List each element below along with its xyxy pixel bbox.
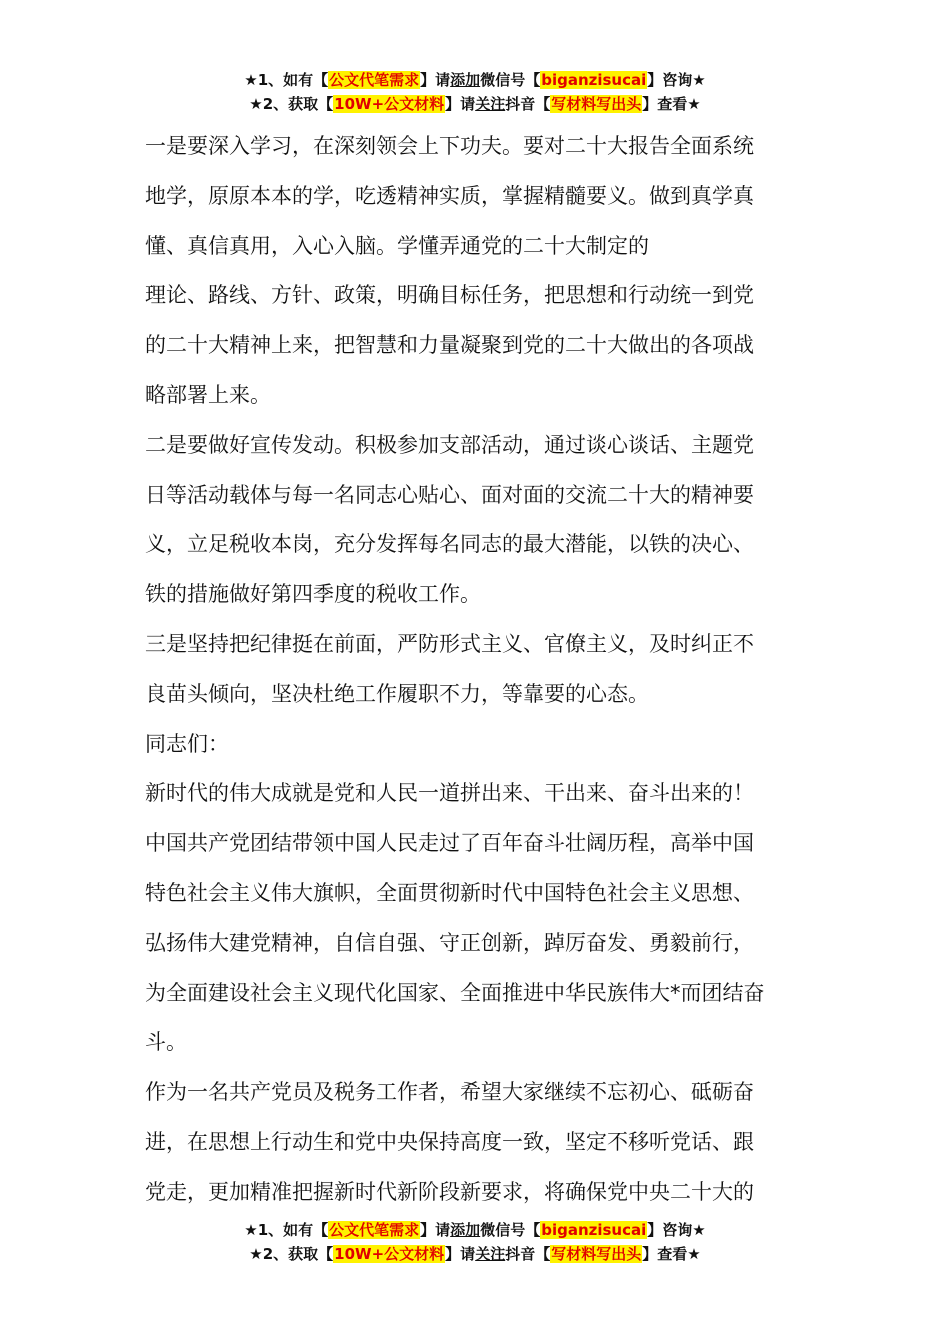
text-line: 日等活动载体与每一名同志心贴心、面对面的交流二十大的精神要 xyxy=(145,482,754,507)
highlight-service: 公文代笔需求 xyxy=(329,1221,420,1239)
banner-line-2: ★2、获取【10W+公文材料】请关注抖音【写材料写出头】查看★ xyxy=(249,95,701,113)
star-icon: ★ xyxy=(249,1245,263,1263)
highlight-materials: 10W+公文材料 xyxy=(334,95,445,113)
highlight-douyin-id: 写材料写出头 xyxy=(551,1245,642,1263)
text-line: 同志们： xyxy=(145,731,229,756)
text-line: 略部署上来。 xyxy=(145,382,271,407)
text-line: 地学，原原本本的学，吃透精神实质，掌握精髓要义。做到真学真 xyxy=(145,183,754,208)
text-line: 理论、路线、方针、政策，明确目标任务，把思想和行动统一到党 xyxy=(145,283,754,308)
highlight-materials: 10W+公文材料 xyxy=(334,1245,445,1263)
text-line: 懂、真信真用，入心入脑。学懂弄通党的二十大制定的 xyxy=(145,233,649,258)
star-icon: ★ xyxy=(692,1221,706,1239)
text-line: 二是要做好宣传发动。积极参加支部活动，通过谈心谈话、主题党 xyxy=(145,432,754,457)
highlight-wechat-id: biganzisucai xyxy=(541,71,647,89)
star-icon: ★ xyxy=(244,71,258,89)
text-line: 三是坚持把纪律挺在前面，严防形式主义、官僚主义，及时纠正不 xyxy=(145,631,754,656)
text-line: 良苗头倾向，坚决杜绝工作履职不力，等靠要的心态。 xyxy=(145,681,649,706)
text-line: 斗。 xyxy=(145,1030,187,1055)
star-icon: ★ xyxy=(249,95,263,113)
banner-line-2: ★2、获取【10W+公文材料】请关注抖音【写材料写出头】查看★ xyxy=(249,1245,701,1263)
star-icon: ★ xyxy=(244,1221,258,1239)
star-icon: ★ xyxy=(687,95,701,113)
text-line: 进，在思想上行动生和党中央保持高度一致，坚定不移听党话、跟 xyxy=(145,1129,754,1154)
text-line: 义，立足税收本岗，充分发挥每名同志的最大潜能，以铁的决心、 xyxy=(145,532,754,557)
star-icon: ★ xyxy=(692,71,706,89)
header-banner xyxy=(0,68,950,116)
text-line: 作为一名共产党员及税务工作者，希望大家继续不忘初心、砥砺奋 xyxy=(145,1080,754,1105)
banner-line-1: ★1、如有【公文代笔需求】请添加微信号【biganzisucai】咨询★ xyxy=(244,1221,706,1239)
document-body xyxy=(145,122,813,1218)
text-line: 一是要深入学习，在深刻领会上下功夫。要对二十大报告全面系统 xyxy=(145,134,754,158)
banner-line-1: ★1、如有【公文代笔需求】请添加微信号【biganzisucai】咨询★ xyxy=(244,71,706,89)
highlight-service: 公文代笔需求 xyxy=(329,71,420,89)
text-line: 中国共产党团结带领中国人民走过了百年奋斗壮阔历程，高举中国 xyxy=(145,831,754,856)
text-line: 党走，更加精准把握新时代新阶段新要求，将确保党中央二十大的 xyxy=(145,1179,754,1204)
footer-banner xyxy=(0,1218,950,1266)
text-line: 铁的措施做好第四季度的税收工作。 xyxy=(145,582,481,607)
highlight-wechat-id: biganzisucai xyxy=(541,1221,647,1239)
text-line: 特色社会主义伟大旗帜，全面贯彻新时代中国特色社会主义思想、 xyxy=(145,880,754,905)
highlight-douyin-id: 写材料写出头 xyxy=(551,95,642,113)
text-line: 为全面建设社会主义现代化国家、全面推进中华民族伟大*而团结奋 xyxy=(145,980,765,1005)
star-icon: ★ xyxy=(687,1245,701,1263)
text-line: 弘扬伟大建党精神，自信自强、守正创新，踔厉奋发、勇毅前行， xyxy=(145,930,754,955)
text-line: 新时代的伟大成就是党和人民一道拼出来、干出来、奋斗出来的！ xyxy=(145,781,754,806)
text-line: 的二十大精神上来，把智慧和力量凝聚到党的二十大做出的各项战 xyxy=(145,333,754,358)
